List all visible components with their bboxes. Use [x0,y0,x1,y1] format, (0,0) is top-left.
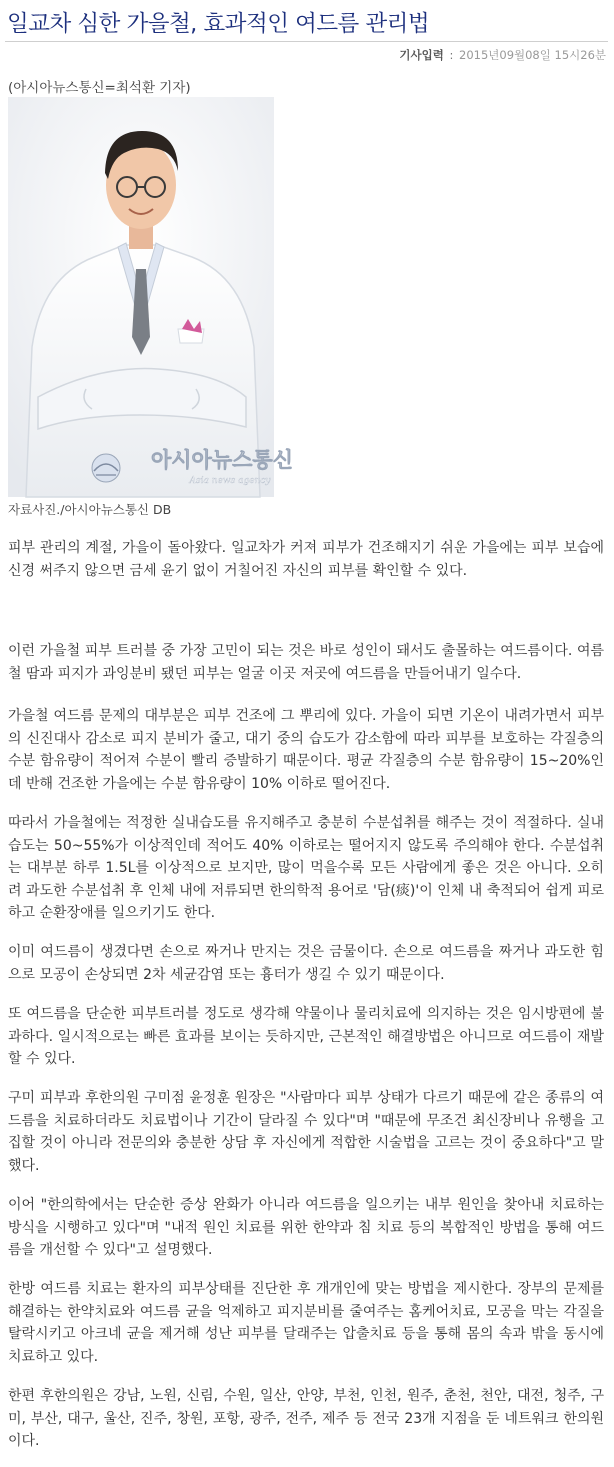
article-paragraph: 따라서 가을철에는 적정한 실내습도를 유지해주고 충분히 수분섭취를 해주는 것이 적절하다. 실내습도는 50~55%가 이상적인데 적어도 40% 이하로는 떨어지지 않도록 주의해야 한다. 수분섭취는 대부분 하루 1.5L를 이상적으로 보지만, 많이 먹을수록 모든 사람에게 좋은 것은 아니다. 오히려 과도한 수분섭취 후 인체 내에 저류되면 한의학적 용어로 '담(痰)'이 인체 내 축적되어 쉽게 피로하고 순환장애를 일으키기도 한다. [8,815,604,921]
article-paragraph: 이어 "한의학에서는 단순한 증상 완화가 아니라 여드름을 일으키는 내부 원인을 찾아내 치료하는 방식을 시행하고 있다"며 "내적 원인 치료를 위한 한약과 침 치료 등의 복합적인 방법을 통해 여드름을 개선할 수 있다"고 설명했다. [8,1197,604,1258]
photo-watermark-subtext: Asia news agency [189,476,271,486]
article-paragraph: 한편 후한의원은 강남, 노원, 신림, 수원, 일산, 안양, 부천, 인천, 원주, 춘천, 천안, 대전, 청주, 구미, 부산, 대구, 울산, 진주, 창원, 포항, 광주, 전주, 제주 등 전국 23개 지점을 둔 네트워크 한의원이다. [8,1388,604,1449]
meta-date: 2015년09월08일 15시26분 [459,48,606,62]
meta-label: 기사입력 [399,48,444,62]
article-byline: (아시아뉴스통신=최석환 기자) [8,80,191,96]
article-paragraph: 한방 여드름 치료는 환자의 피부상태를 진단한 후 개개인에 맞는 방법을 제시한다. 장부의 문제를 해결하는 한약치료와 여드름 균을 억제하고 피지분비를 줄여주는 홈케어치료, 모공을 막는 각질을 탈락시키고 아크네 균을 제거해 성난 피부를 달래주는 압출치료 등을 통해 몸의 속과 밖을 동시에 치료하고 있다. [8,1281,604,1365]
article-paragraph: 가을철 여드름 문제의 대부분은 피부 건조에 그 뿌리에 있다. 가을이 되면 기온이 내려가면서 피부의 신진대사 감소로 피지 분비가 줄고, 대기 중의 습도가 감소함에 따라 피부를 보호하는 각질층의 수분 함유량이 적어져 수분이 빨리 증발하기 때문이다. 평균 각질층의 수분 함유량이 15~20%인데 반해 건조한 가을에는 수분 함유량이 10% 이하로 떨어진다. [8,708,604,792]
headline-rule [5,41,608,42]
article-meta [399,47,606,63]
article-paragraph: 또 여드름을 단순한 피부트러블 정도로 생각해 약물이나 물리치료에 의지하는 것은 임시방편에 불과하다. 일시적으로는 빠른 효과를 보이는 듯하지만, 근본적인 해결방법은 아니므로 여드름이 재발할 수 있다. [8,1006,604,1067]
watermark-logo-icon [92,454,120,482]
doctor-photo-illustration [8,97,294,497]
article-paragraph: 이미 여드름이 생겼다면 손으로 짜거나 만지는 것은 금물이다. 손으로 여드름을 짜거나 과도한 힘으로 모공이 손상되면 2차 세균감염 또는 흉터가 생길 수 있기 때문이다. [8,944,604,983]
article-paragraph: 구미 피부과 후한의원 구미점 윤정훈 원장은 "사람마다 피부 상태가 다르기 때문에 같은 종류의 여드름을 치료하더라도 치료법이나 기간이 달라질 수 있다"며 "때문에 무조건 최신장비나 유행을 고집할 것이 아니라 전문의와 충분한 상담 후 자신에게 적합한 시술법을 고르는 것이 중요하다"고 말했다. [8,1090,604,1174]
photo-watermark-text: 아시아뉴스통신 [150,448,294,472]
photo-caption: 자료사진./아시아뉴스통신 DB [8,502,172,517]
article-photo [8,97,294,497]
article-headline: 일교차 심한 가을철, 효과적인 여드름 관리법 [7,11,430,37]
article-paragraph: 이런 가을철 피부 트러블 중 가장 고민이 되는 것은 바로 성인이 돼서도 출몰하는 여드름이다. 여름철 땀과 피지가 과잉분비 됐던 피부는 얼굴 이곳 저곳에 여드름을 만들어내기 일수다. [8,643,604,682]
meta-separator: : [449,48,454,62]
article-paragraph: 피부 관리의 계절, 가을이 돌아왔다. 일교차가 커져 피부가 건조해지기 쉬운 가을에는 피부 보습에 신경 써주지 않으면 금세 윤기 없이 거칠어진 자신의 피부를 확인할 수 있다. [8,540,604,579]
